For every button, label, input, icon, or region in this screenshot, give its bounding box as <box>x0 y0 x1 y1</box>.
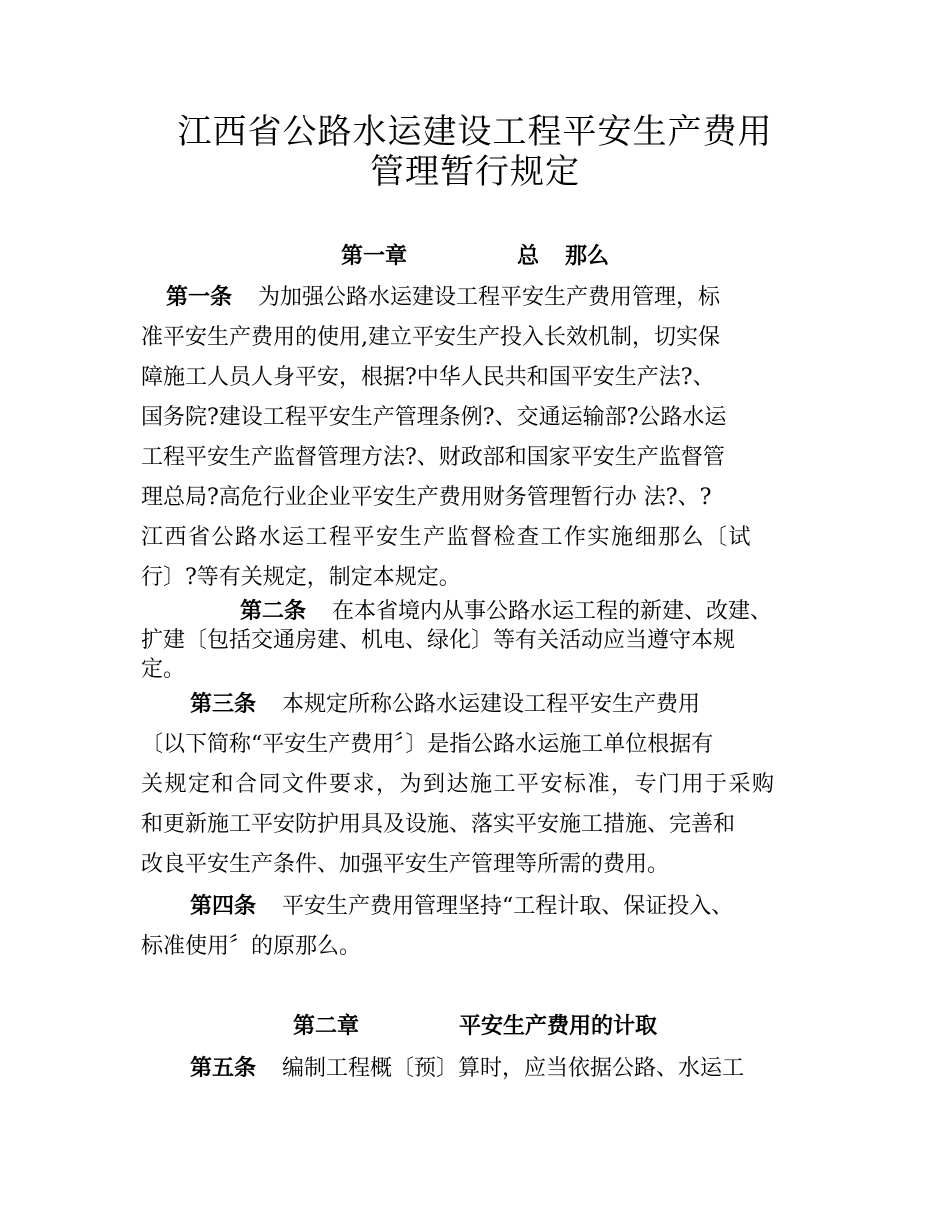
article-5-text-1: 编制工程概〔预〕算时，应当依据公路、水运工 <box>282 1056 745 1081</box>
article-1-text-1: 为加强公路水运建设工程平安生产费用管理，标 <box>258 285 721 310</box>
article-2-text-1: 在本省境内从事公路水运工程的新建、改建、 <box>332 599 773 624</box>
article-3-line-2: 〔以下简称“平安生产费用〞〕是指公路水运施工单位根据有 <box>141 732 714 757</box>
chapter-1-title-b: 那么 <box>565 244 610 269</box>
article-3-text-1: 本规定所称公路水运建设工程平安生产费用 <box>282 692 701 717</box>
chapter-2-heading <box>0 1013 950 1041</box>
chapter-1-number: 第一章 <box>340 244 407 269</box>
article-1-label: 第一条 <box>166 285 233 310</box>
article-2-label: 第二条 <box>240 599 307 624</box>
chapter-2-title: 平安生产费用的计取 <box>459 1014 658 1039</box>
article-5-label: 第五条 <box>190 1056 257 1081</box>
article-1-line-7: 江西省公路水运工程平安生产监督检查工作实施细那么〔试 <box>141 525 753 550</box>
document-title-line2: 管理暂行规定 <box>370 152 580 192</box>
article-5-line-1 <box>190 1055 744 1083</box>
chapter-2-number: 第二章 <box>292 1014 359 1039</box>
document-title-line1: 江西省公路水运建设工程平安生产费用 <box>177 112 773 152</box>
article-1-line-6: 理总局?高危行业企业平安生产费用财务管理暂行办 法?、? <box>141 485 712 510</box>
article-2-line-1 <box>240 598 772 626</box>
article-3-line-5: 改良平安生产条件、加强平安生产管理等所需的费用。 <box>141 852 670 877</box>
chapter-1-heading <box>0 243 950 271</box>
article-3-line-3: 关规定和合同文件要求，为到达施工平安标准，专门用于采购 <box>141 772 776 797</box>
article-1-line-2: 准平安生产费用的使用,建立平安生产投入长效机制，切实保 <box>141 325 720 350</box>
article-2-line-2: 扩建〔包括交通房建、机电、绿化〕等有关活动应当遵守本规 <box>141 628 736 653</box>
article-3-label: 第三条 <box>190 692 257 717</box>
article-2-line-3: 定。 <box>141 657 186 682</box>
article-1-line-5: 工程平安生产监督管理方法?、财政部和国家平安生产监督管 <box>141 445 725 470</box>
chapter-1-title-a: 总 <box>516 244 539 269</box>
article-3-line-4: 和更新施工平安防护用具及设施、落实平安施工措施、完善和 <box>141 812 736 837</box>
article-1-line-8: 行〕?等有关规定，制定本规定。 <box>141 565 461 590</box>
article-3-line-1 <box>190 691 700 719</box>
article-4-text-1: 平安生产费用管理坚持“工程计取、保证投入、 <box>282 894 734 919</box>
article-1-line-1 <box>166 284 720 312</box>
article-4-line-2: 标准使用〞的原那么。 <box>141 934 362 959</box>
article-4-line-1 <box>190 893 733 921</box>
article-1-line-4: 国务院?建设工程平安生产管理条例?、交通运输部?公路水运 <box>141 405 727 430</box>
article-4-label: 第四条 <box>190 894 257 919</box>
article-1-line-3: 障施工人员人身平安，根据?中华人民共和国平安生产法?、 <box>141 365 715 390</box>
